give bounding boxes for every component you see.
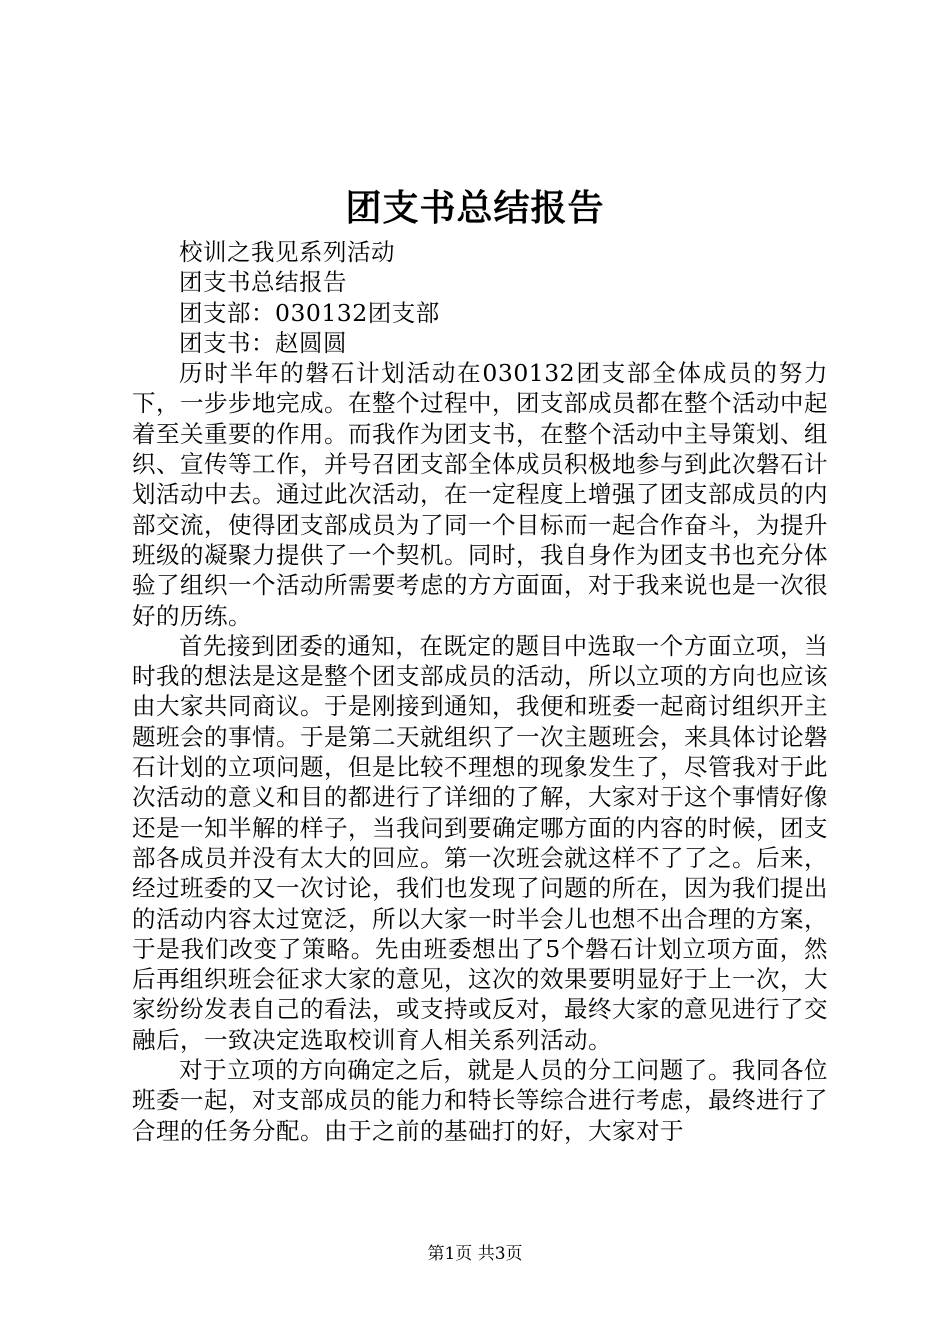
header-line-activity: 校训之我见系列活动: [179, 238, 395, 266]
header-line-report: 团支书总结报告: [179, 268, 347, 297]
document-title: 团支书总结报告: [345, 187, 605, 229]
document-body: [132, 237, 828, 1146]
body-paragraph: 首先接到团委的通知，在既定的题目中选取一个方面立项，当时我的想法是这是整个团支部成员的活动，所以立项的方向也应该由大家共同商议。于是刚接到通知，我便和班委一起商讨组织开主题班会的事情。于是第二天就组织了一次主题班会，来具体讨论磐石计划的立项问题，但是比较不理想的现象发生了，尽管我对于此次活动的意义和目的都进行了详细的了解，大家对于这个事情好像还是一知半解的样子，当我问到要确定哪方面的内容的时候，团支部各成员并没有太大的回应。第一次班会就这样不了了之。后来，经过班委的又一次讨论，我们也发现了问题的所在，因为我们提出的活动内容太过宽泛，所以大家一时半会儿也想不出合理的方案，于是我们改变了策略。先由班委想出了5个磐石计划立项方面，然后再组织班会征求大家的意见，这次的效果要明显好于上一次，大家纷纷发表自己的看法，或支持或反对，最终大家的意见进行了交融后，一致决定选取校训育人相关系列活动。: [132, 631, 828, 1054]
header-line-secretary: 团支书：赵圆圆: [179, 328, 347, 357]
page-footer: 第1页 共3页: [427, 1244, 523, 1264]
body-paragraph: 对于立项的方向确定之后，就是人员的分工问题了。我同各位班委一起，对支部成员的能力和特长等综合进行考虑，最终进行了合理的任务分配。由于之前的基础打的好，大家对于: [132, 1056, 828, 1145]
header-line-branch: 团支部：030132团支部: [179, 298, 440, 327]
body-paragraph: 历时半年的磐石计划活动在030132团支部全体成员的努力下，一步步地完成。在整个过程中，团支部成员都在整个活动中起着至关重要的作用。而我作为团支书，在整个活动中主导策划、组织、宣传等工作，并号召团支部全体成员积极地参与到此次磐石计划活动中去。通过此次活动，在一定程度上增强了团支部成员的内部交流，使得团支部成员为了同一个目标而一起合作奋斗，为提升班级的凝聚力提供了一个契机。同时，我自身作为团支书也充分体验了组织一个活动所需要考虑的方方面面，对于我来说也是一次很好的历练。: [132, 359, 828, 630]
